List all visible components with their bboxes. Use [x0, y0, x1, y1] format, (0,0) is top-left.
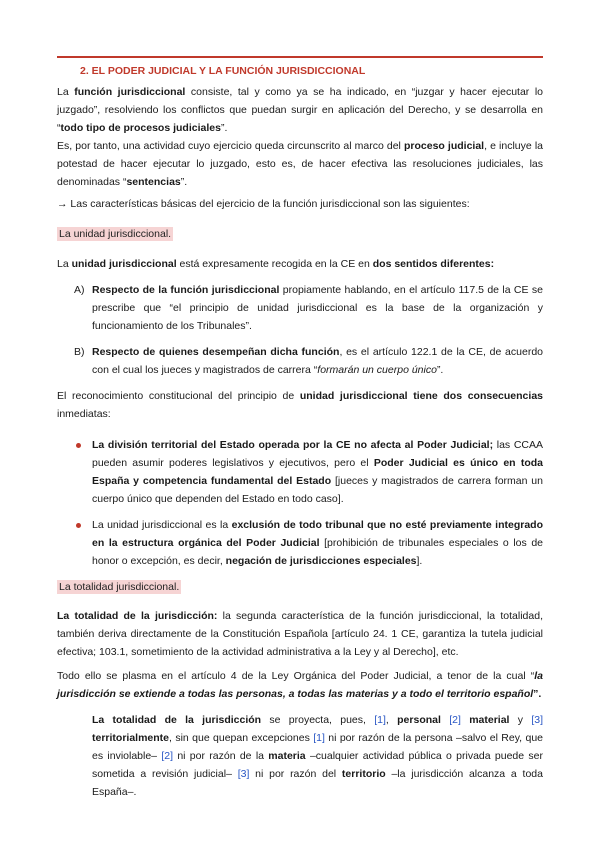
arrow-paragraph: → Las características básicas del ejercicio de la función jurisdiccional son las siguientes: — [57, 198, 470, 210]
bullet-item-1: La división territorial del Estado operada por la CE no afecta al Poder Judicial; las CCAA pueden asumir poderes legislativos y ejecutivos, pero el Poder Judicial es único en toda España y competencia fundamental del Estado [jueces y magistrados de carrera forman un cuerpo único que dependen del Estado en todo caso]. — [92, 439, 543, 505]
subsection-title-unidad: La unidad jurisdiccional. — [59, 228, 172, 240]
intro-paragraph: La función jurisdiccional consiste, tal y como ya se ha indicado, en “juzgar y hacer ejecutar lo juzgado”, resolviendo los conflictos que puedan surgir en aplicación del Derecho, y se desarrolla en “todo tipo de procesos judiciales”. Es, por tanto, una actividad cuyo ejercicio queda circunscrito al marco del proceso judicial, e incluye la potestad de hacer ejecutar lo juzgado, esto es, de hacer efectiva las resoluciones judiciales, las denominadas “sentencias”. — [57, 86, 543, 188]
lopj-paragraph: Todo ello se plasma en el artículo 4 de la Ley Orgánica del Poder Judicial, a tenor de la cual “la jurisdicción se extiende a todas las personas, a todas las materias y a todo el territorio español”. — [57, 670, 543, 700]
subsection-title-totalidad: La totalidad jurisdiccional. — [59, 581, 180, 593]
list-item-a: Respecto de la función jurisdiccional propiamente hablando, en el artículo 117.5 de la CE se prescribe que “el principio de unidad jurisdiccional es la base de la organización y funcionamiento de los Tribunales”. — [92, 284, 543, 332]
list-marker-b: B) — [74, 346, 85, 358]
heading-rule — [57, 56, 543, 58]
indented-paragraph: La totalidad de la jurisdicción se proyecta, pues, [1], personal [2] material y [3] territorialmente, sin que quepan excepciones [1] ni por razón de la persona –salvo el Rey, que es inviolable– [2] ni por razón de la materia –cualquier actividad pública o privada puede ser sometida a revisión judicial– [3] ni por razón del territorio –la jurisdicción alcanza a toda España–. — [92, 714, 544, 798]
bullet-dot-2 — [76, 523, 81, 528]
totalidad-paragraph: La totalidad de la jurisdicción: la segunda característica de la función jurisdiccional, la totalidad, también deriva directamente de la Constitución Española [artículo 24. 1 CE, garantiza la tutela judicial efectiva; 103.1, sometimiento de la actividad administrativa a la Ley y al Derecho], etc. — [57, 610, 543, 658]
consecuencias-paragraph: El reconocimiento constitucional del principio de unidad jurisdiccional tiene dos consecuencias inmediatas: — [57, 390, 543, 420]
section-heading: 2. EL PODER JUDICIAL Y LA FUNCIÓN JURISDICCIONAL — [80, 65, 366, 77]
list-marker-a: A) — [74, 284, 85, 296]
unidad-paragraph: La unidad jurisdiccional está expresamente recogida en la CE en dos sentidos diferentes: — [57, 258, 495, 270]
bullet-dot-1 — [76, 443, 81, 448]
bullet-item-2: La unidad jurisdiccional es la exclusión de todo tribunal que no esté previamente integrado en la estructura orgánica del Poder Judicial [prohibición de tribunales especiales o los de honor o excepción, es decir, negación de jurisdicciones especiales]. — [92, 519, 544, 567]
list-item-b: Respecto de quienes desempeñan dicha función, es el artículo 122.1 de la CE, de acuerdo con el cual los jueces y magistrados de carrera “formarán un cuerpo único”. — [92, 346, 543, 376]
